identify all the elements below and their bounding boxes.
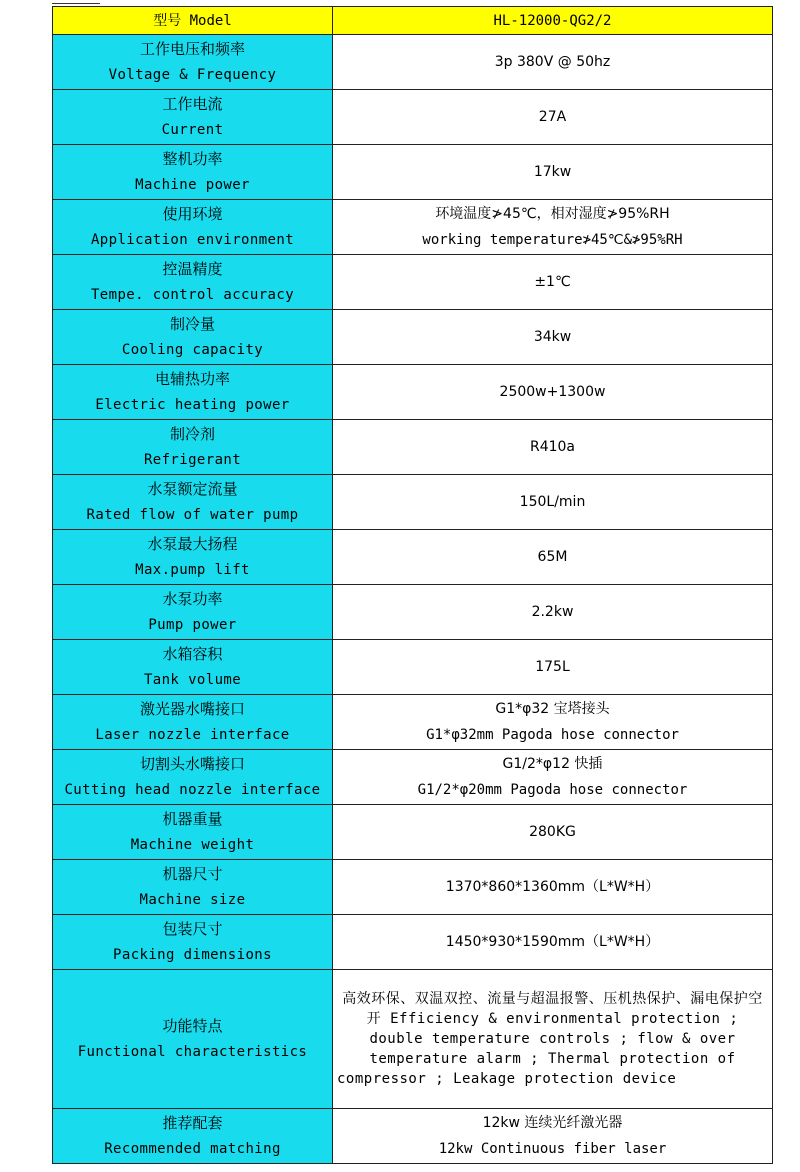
table-row (53, 695, 773, 750)
row-value (333, 365, 773, 420)
label-zh: 水泵额定流量 (147, 480, 238, 498)
matching-value (333, 1109, 773, 1164)
row-value (333, 585, 773, 640)
value-text: 175L (535, 659, 570, 675)
label-zh: 切割头水嘴接口 (139, 755, 245, 773)
header-row (53, 7, 773, 35)
row-value (333, 310, 773, 365)
row-label (53, 805, 333, 860)
table-row (53, 90, 773, 145)
table-row (53, 365, 773, 420)
label-en: Functional characteristics (77, 1044, 308, 1060)
row-label (53, 915, 333, 970)
row-label (53, 310, 333, 365)
value-text: 2.2kw (531, 604, 574, 620)
label-zh: 功能特点 (162, 1017, 223, 1035)
table-row (53, 475, 773, 530)
label-zh: 使用环境 (162, 205, 223, 223)
row-label (53, 585, 333, 640)
value-text: R410a (529, 439, 576, 455)
row-label (53, 640, 333, 695)
row-label (53, 695, 333, 750)
row-label (53, 145, 333, 200)
label-en: Tempe. control accuracy (90, 287, 295, 303)
row-label (53, 90, 333, 145)
label-en: Pump power (148, 617, 237, 633)
matching-row (53, 1109, 773, 1164)
row-value (333, 860, 773, 915)
row-label (53, 255, 333, 310)
label-zh: 工作电压和频率 (139, 40, 245, 58)
label-en: Machine power (135, 177, 250, 193)
row-label (53, 530, 333, 585)
label-en: Tank volume (143, 672, 242, 688)
label-zh: 水泵最大扬程 (147, 535, 238, 553)
value-text: 17kw (533, 164, 572, 180)
value-text: 65M (537, 549, 568, 565)
label-en: Cutting head nozzle interface (64, 782, 321, 798)
value-text: ±1℃ (534, 274, 571, 290)
table-row (53, 200, 773, 255)
value-text-en: working temperature≯45℃&≯95%RH (422, 232, 683, 248)
table-row (53, 255, 773, 310)
label-en: Voltage & Frequency (108, 67, 277, 83)
matching-label (53, 1109, 333, 1164)
row-label (53, 365, 333, 420)
header-label: 型号 Model (53, 7, 333, 35)
value-text: G1*φ32 宝塔接头 (495, 701, 610, 717)
label-en: Machine weight (130, 837, 255, 853)
top-rule (52, 0, 100, 4)
label-en: Rated flow of water pump (86, 507, 299, 523)
row-value (333, 145, 773, 200)
table-row (53, 530, 773, 585)
table-row (53, 420, 773, 475)
row-value (333, 90, 773, 145)
row-value (333, 695, 773, 750)
label-en: Application environment (90, 232, 295, 248)
label-zh: 水箱容积 (162, 645, 223, 663)
table-row (53, 310, 773, 365)
value-text-en: 12kw Continuous fiber laser (438, 1141, 667, 1157)
label-en: Machine size (139, 892, 246, 908)
row-label (53, 475, 333, 530)
row-label (53, 420, 333, 475)
label-zh: 整机功率 (162, 150, 223, 168)
header-value: HL-12000-QG2/2 (333, 7, 773, 35)
label-zh: 制冷量 (169, 315, 215, 333)
label-en: Recommended matching (104, 1141, 281, 1157)
table-row (53, 585, 773, 640)
value-text: G1/2*φ12 快插 (502, 756, 603, 772)
table-row (53, 805, 773, 860)
value-text: 3p 380V @ 50hz (494, 54, 611, 70)
table-row (53, 750, 773, 805)
value-text: 27A (538, 109, 567, 125)
table-row (53, 145, 773, 200)
value-text: 环境温度≯45℃，相对湿度≯95%RH (435, 206, 670, 222)
row-value (333, 200, 773, 255)
label-en: Cooling capacity (121, 342, 264, 358)
row-label (53, 750, 333, 805)
row-label (53, 200, 333, 255)
label-zh: 机器重量 (162, 810, 223, 828)
value-text: 150L/min (519, 494, 586, 510)
label-en: Refrigerant (143, 452, 242, 468)
features-value: 高效环保、双温双控、流量与超温报警、压机热保护、漏电保护空开 Efficiency & environmental protection ; double temperature controls ; flow & over temperature alarm ; Thermal protection of compressor ; Leakage protection device (333, 970, 773, 1109)
row-value (333, 475, 773, 530)
row-value (333, 420, 773, 475)
label-zh: 制冷剂 (169, 425, 215, 443)
label-en: Electric heating power (95, 397, 290, 413)
label-zh: 工作电流 (162, 95, 223, 113)
value-text-en: G1/2*φ20mm Pagoda hose connector (417, 782, 688, 798)
label-zh: 机器尺寸 (162, 865, 223, 883)
value-text: 1450*930*1590mm（L*W*H） (445, 934, 660, 950)
spec-table (52, 6, 773, 1164)
label-zh: 推荐配套 (162, 1114, 223, 1132)
table-row (53, 860, 773, 915)
table-row (53, 915, 773, 970)
label-zh: 包装尺寸 (162, 920, 223, 938)
row-value (333, 35, 773, 90)
label-en: Packing dimensions (113, 947, 272, 963)
label-zh: 激光器水嘴接口 (139, 700, 245, 718)
features-row (53, 970, 773, 1109)
row-value (333, 640, 773, 695)
label-en: Max.pump lift (135, 562, 250, 578)
label-en: Laser nozzle interface (95, 727, 290, 743)
table-row (53, 35, 773, 90)
row-value (333, 530, 773, 585)
row-value (333, 805, 773, 860)
label-en: Current (161, 122, 224, 138)
table-row (53, 640, 773, 695)
label-zh: 水泵功率 (162, 590, 223, 608)
value-text: 280KG (529, 824, 576, 840)
row-value (333, 750, 773, 805)
row-value (333, 255, 773, 310)
value-text: 1370*860*1360mm（L*W*H） (445, 879, 660, 895)
row-label (53, 35, 333, 90)
value-text: 2500w+1300w (499, 384, 606, 400)
value-text: 12kw 连续光纤激光器 (482, 1115, 623, 1131)
label-zh: 控温精度 (162, 260, 223, 278)
row-label (53, 860, 333, 915)
value-text-en: G1*φ32mm Pagoda hose connector (426, 727, 679, 743)
value-text: 34kw (533, 329, 572, 345)
label-zh: 电辅热功率 (154, 370, 230, 388)
features-label (53, 970, 333, 1109)
row-value (333, 915, 773, 970)
